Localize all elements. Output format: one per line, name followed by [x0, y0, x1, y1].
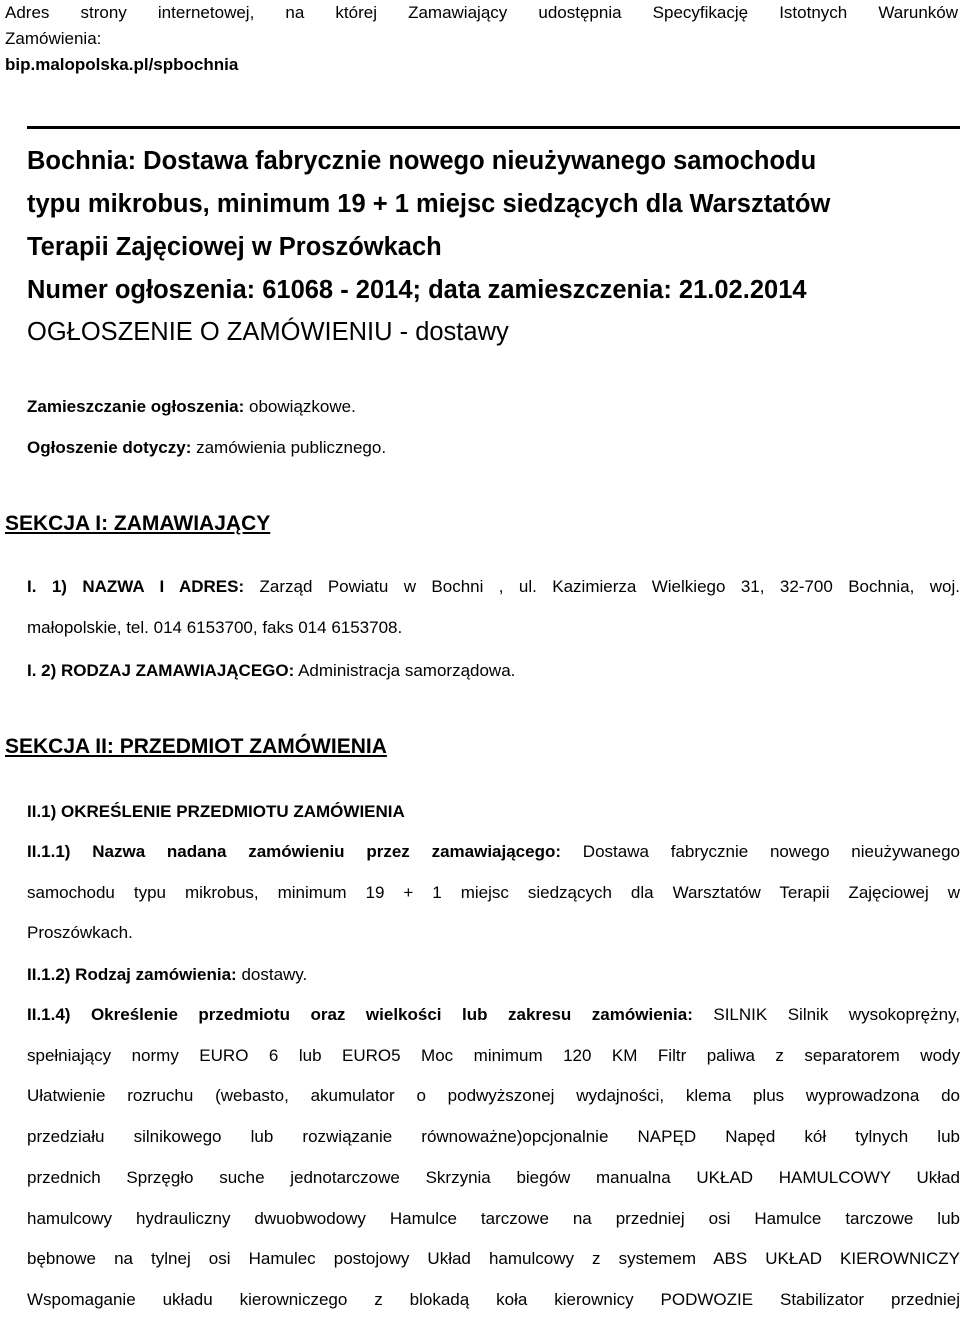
- contract-name-label: II.1.1) Nazwa nadana zamówieniu przez zamawiającego:: [27, 842, 562, 861]
- title-line-3: Terapii Zajęciowej w Proszówkach: [27, 233, 442, 261]
- placement-info: [27, 396, 356, 418]
- bip-url-link[interactable]: bip.malopolska.pl/spbochnia: [5, 55, 239, 74]
- placement-label: Zamieszczanie ogłoszenia:: [27, 397, 245, 416]
- contract-description-value-4: przedziału silnikowego lub rozwiązanie równoważne)opcjonalnie NAPĘD Napęd kół tylnych lub: [27, 1127, 960, 1147]
- name-address-label: I. 1) NAZWA I ADRES:: [27, 577, 245, 596]
- contract-name-value-1: Dostawa fabrycznie nowego nieużywanego: [561, 842, 960, 861]
- contract-kind-value: dostawy.: [236, 965, 308, 984]
- contract-kind-label: II.1.2) Rodzaj zamówienia:: [27, 965, 237, 984]
- section-1-name-address: [27, 567, 960, 648]
- name-address-value-2: małopolskie, tel. 014 6153700, faks 014 6153708.: [27, 617, 403, 637]
- placement-value: obowiązkowe.: [244, 397, 356, 416]
- contract-description-label: II.1.4) Określenie przedmiotu oraz wielkości lub zakresu zamówienia:: [27, 1005, 693, 1024]
- intro-line-2: Zamówienia:: [5, 29, 102, 48]
- contract-description-value-8: Wspomaganie układu kierowniczego z blokadą koła kierownicy PODWOZIE Stabilizator przedniej: [27, 1289, 960, 1309]
- contract-name-value-2: samochodu typu mikrobus, minimum 19 + 1 miejsc siedzących dla Warsztatów Terapii Zajęciowej w: [27, 882, 960, 902]
- contract-description-value-3: Ułatwienie rozruchu (webasto, akumulator o podwyższonej wydajności, klema plus wyprowadzona do: [27, 1086, 960, 1106]
- title-line-2: typu mikrobus, minimum 19 + 1 miejsc siedzących dla Warsztatów: [27, 190, 831, 218]
- section-2-heading: SEKCJA II: PRZEDMIOT ZAMÓWIENIA: [5, 735, 387, 758]
- contracting-type-label: I. 2) RODZAJ ZAMAWIAJĄCEGO:: [27, 661, 295, 680]
- title-line-1: Bochnia: Dostawa fabrycznie nowego nieużywanego samochodu: [27, 147, 817, 175]
- contract-name-block: [27, 832, 960, 954]
- concerns-label: Ogłoszenie dotyczy:: [27, 438, 192, 457]
- contracting-type: [27, 660, 515, 682]
- sizw-address-intro: [5, 0, 958, 78]
- announcement-type: OGŁOSZENIE O ZAMÓWIENIU - dostawy: [27, 318, 509, 346]
- contract-kind: [27, 964, 307, 986]
- contract-name-value-3: Proszówkach.: [27, 923, 133, 943]
- contract-description-value-6: hamulcowy hydrauliczny dwuobwodowy Hamulce tarczowe na przedniej osi Hamulce tarczowe lub: [27, 1208, 960, 1228]
- contract-description-block: [27, 995, 960, 1321]
- section-1-heading: SEKCJA I: ZAMAWIAJĄCY: [5, 512, 271, 535]
- contracting-type-value: Administracja samorządowa.: [294, 661, 516, 680]
- announcement-number: Numer ogłoszenia: 61068 - 2014; data zamieszczenia: 21.02.2014: [27, 276, 807, 304]
- intro-line-1: Adres strony internetowej, na której Zamawiający udostępnia Specyfikację Istotnych Warunków: [5, 3, 958, 22]
- page-title: [27, 140, 960, 312]
- concerns-value: zamówienia publicznego.: [191, 438, 387, 457]
- contract-description-value-7: bębnowe na tylnej osi Hamulec postojowy Układ hamulcowy z systemem ABS UKŁAD KIEROWNICZY: [27, 1249, 960, 1269]
- contract-description-value-2: spełniający normy EURO 6 lub EURO5 Moc minimum 120 KM Filtr paliwa z separatorem wody: [27, 1045, 960, 1065]
- contract-description-value-1: SILNIK Silnik wysokoprężny,: [692, 1005, 960, 1024]
- horizontal-divider: [27, 126, 960, 129]
- section-2-1-heading: II.1) OKREŚLENIE PRZEDMIOTU ZAMÓWIENIA: [27, 802, 405, 821]
- name-address-value-1: Zarząd Powiatu w Bochni , ul. Kazimierza Wielkiego 31, 32-700 Bochnia, woj.: [244, 577, 960, 596]
- concerns-info: [27, 437, 386, 459]
- contract-description-value-5: przednich Sprzęgło suche jednotarczowe Skrzynia biegów manualna UKŁAD HAMULCOWY Układ: [27, 1167, 960, 1187]
